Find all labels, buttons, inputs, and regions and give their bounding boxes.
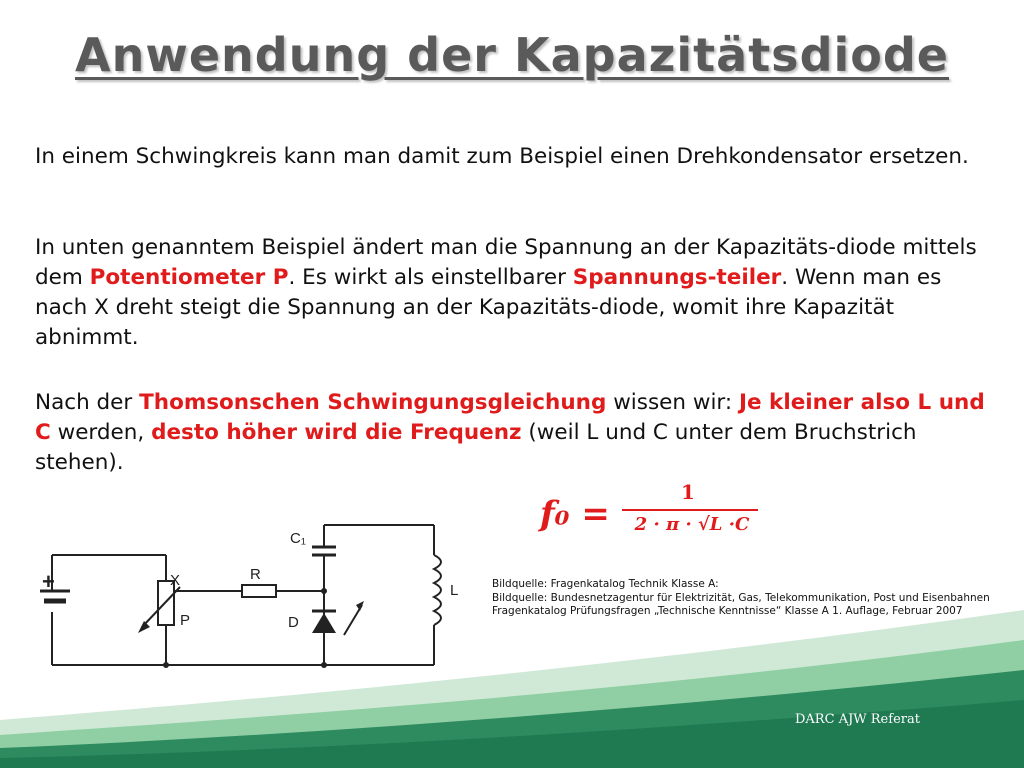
label-plus: +	[42, 569, 55, 594]
text-run: . Es wirkt als einstellbarer	[288, 265, 573, 290]
text-run: wissen wir:	[606, 390, 739, 415]
highlighted-term: Potentiometer P	[89, 265, 289, 290]
label-r: R	[250, 566, 261, 583]
highlighted-term: Spannungs-teiler	[572, 265, 782, 290]
label-d: D	[288, 614, 299, 631]
text-run: In einem Schwingkreis kann man damit zum Beispiel einen Drehkondensator ersetzen.	[35, 144, 969, 169]
text-run: In unten genanntem Beispiel ändert man die Spannung an der Kapazitäts-diode mittels dem	[35, 235, 977, 290]
footer-text: DARC AJW Referat	[795, 712, 920, 727]
paragraph-potentiometer	[35, 233, 985, 353]
label-p: P	[180, 612, 191, 629]
text-run: . Wenn man es nach X dreht steigt die Spannung an der Kapazitäts-diode, womit ihre Kapazität abnimmt.	[35, 265, 942, 350]
thomson-formula	[540, 478, 780, 548]
credit-line: Bildquelle: Fragenkatalog Technik Klasse A:	[492, 578, 719, 590]
credit-line: Fragenkatalog Prüfungsfragen „Technische Kenntnisse“ Klasse A 1. Auflage, Februar 2007	[492, 605, 963, 617]
highlighted-term: Thomsonschen Schwingungsgleichung	[139, 390, 607, 415]
formula-lhs: f₀ =	[540, 494, 610, 534]
paragraph-thomson	[35, 388, 985, 478]
paragraph-intro	[35, 142, 985, 172]
text-run: werden,	[50, 420, 152, 445]
formula-denominator: 2 · π · √L ·C	[634, 514, 750, 535]
credit-line: Bildquelle: Bundesnetzagentur für Elektrizität, Gas, Telekommunikation, Post und Eisenbahnen	[492, 591, 990, 604]
circuit-diagram	[30, 515, 470, 675]
text-run: Nach der	[35, 390, 140, 415]
text-run: (weil L und C unter dem Bruchstrich stehen).	[35, 420, 917, 475]
label-x: X	[170, 572, 181, 589]
formula-numerator: 1	[681, 480, 695, 504]
slide-title: Anwendung der Kapazitätsdiode	[74, 28, 949, 82]
label-c1: C₁	[290, 530, 306, 547]
highlighted-term: desto höher wird die Frequenz	[151, 420, 522, 445]
highlighted-term: Je kleiner also L und C	[35, 390, 985, 445]
fraction-bar	[622, 509, 758, 511]
label-l: L	[450, 582, 459, 599]
image-credits	[492, 578, 990, 619]
